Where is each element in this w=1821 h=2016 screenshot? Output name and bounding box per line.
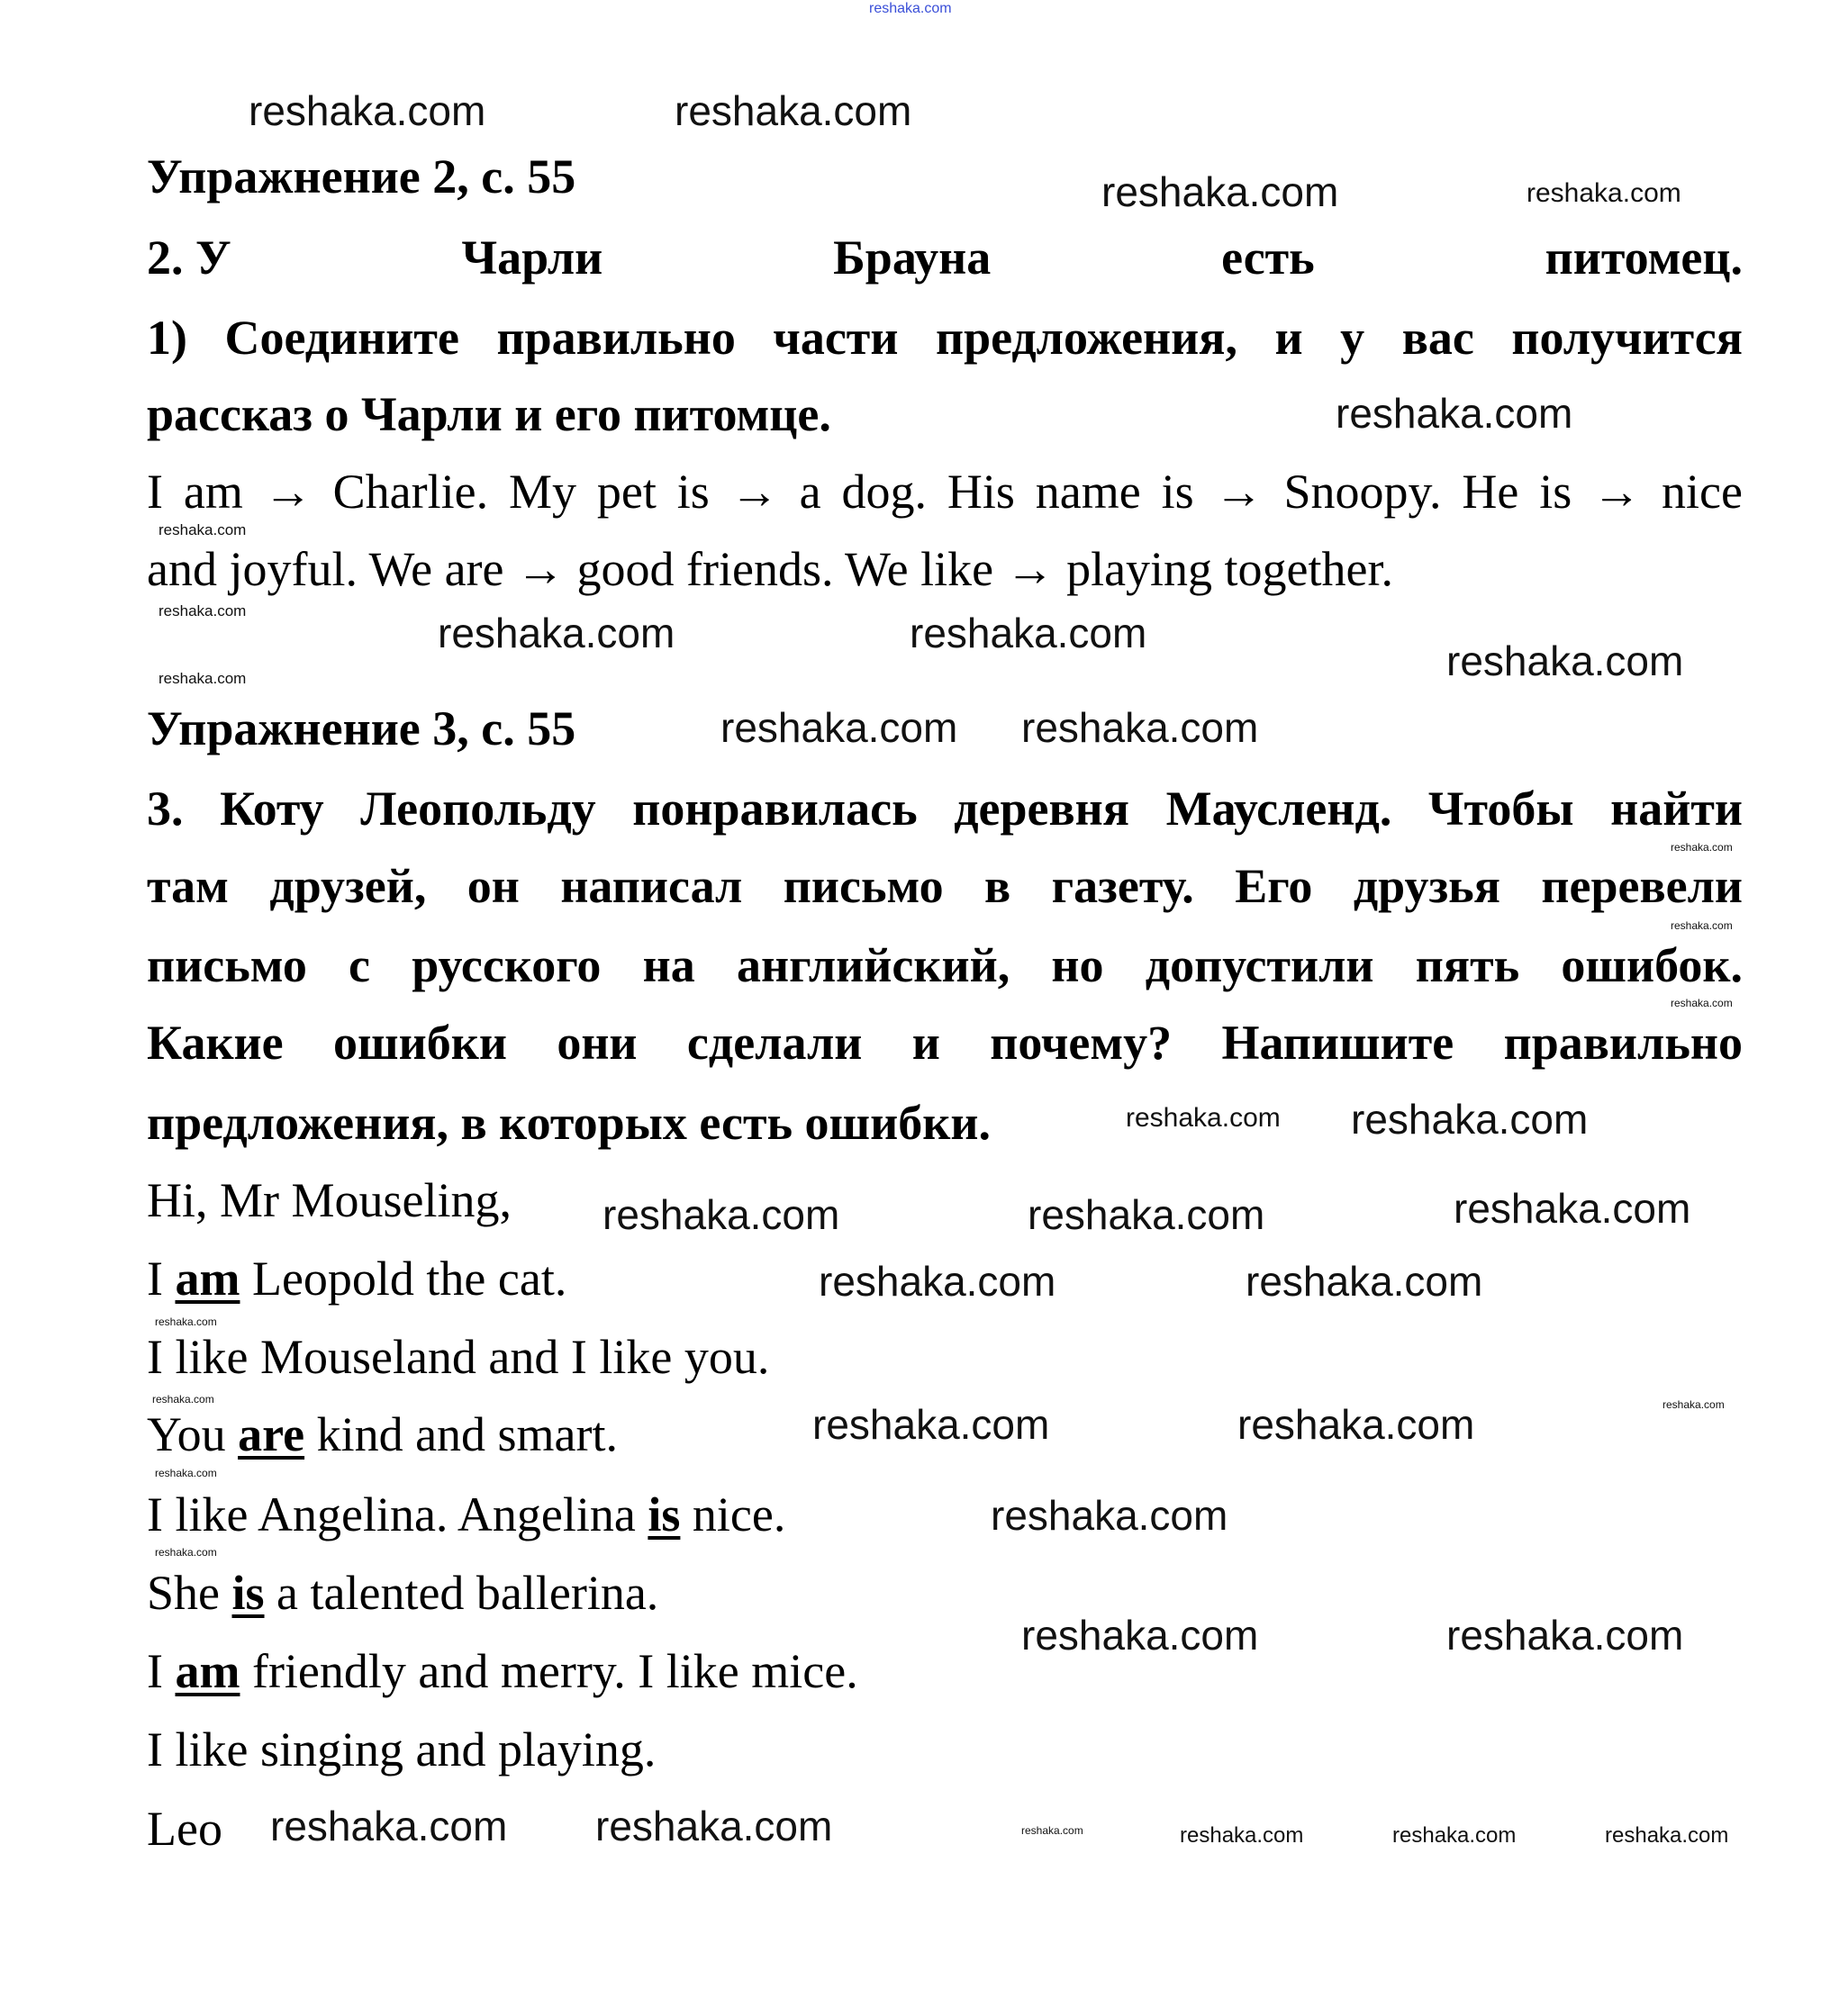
watermark: reshaka.com (1392, 1823, 1517, 1848)
task-word: питомец. (1545, 231, 1743, 285)
watermark: reshaka.com (152, 1393, 214, 1406)
watermark: reshaka.com (991, 1492, 1228, 1539)
watermark: reshaka.com (159, 521, 247, 538)
letter-greeting: Hi, Mr Mouseling, (147, 1173, 512, 1227)
watermark: reshaka.com (602, 1191, 840, 1238)
watermark: reshaka.com (1101, 168, 1339, 215)
watermark: reshaka.com (675, 87, 912, 134)
watermark: reshaka.com (438, 610, 675, 656)
corrected-word: am (175, 1252, 240, 1306)
letter-line: I like Mouseland and I like you. (147, 1330, 770, 1384)
letter-line (147, 1487, 1743, 1541)
watermark: reshaka.com (1671, 919, 1733, 932)
watermark: reshaka.com (1671, 997, 1733, 1009)
watermark: reshaka.com (159, 602, 247, 619)
exercise-3-task: там друзей, он написал письмо в газету. Его друзья перевели (147, 859, 1743, 913)
corrected-word: is (648, 1487, 681, 1541)
corrected-word: am (175, 1644, 240, 1698)
task-word: есть (1221, 231, 1315, 285)
text: I like Angelina. Angelina (147, 1487, 648, 1541)
watermark: reshaka.com (869, 1, 952, 16)
corrected-word: are (238, 1407, 305, 1461)
letter-line: I like singing and playing. (147, 1722, 657, 1776)
watermark: reshaka.com (1126, 1103, 1281, 1133)
exercise-2-instruction: рассказ о Чарли и его питомце. (147, 387, 831, 441)
watermark: reshaka.com (812, 1401, 1050, 1448)
exercise-2-answer: and joyful. We are → good friends. We like → playing together. (147, 542, 1393, 596)
watermark: reshaka.com (1180, 1823, 1304, 1848)
exercise-2-task (147, 231, 1743, 285)
watermark: reshaka.com (1605, 1823, 1729, 1848)
exercise-2-answer: I am → Charlie. My pet is → a dog. His name is → Snoopy. He is → nice (147, 465, 1743, 519)
exercise-3-task: предложения, в которых есть ошибки. (147, 1096, 991, 1150)
watermark: reshaka.com (249, 87, 486, 134)
watermark: reshaka.com (720, 704, 958, 751)
watermark: reshaka.com (1336, 390, 1573, 437)
exercise-2-instruction: 1) Соедините правильно части предложения, и у вас получится (147, 311, 1743, 365)
text: She (147, 1566, 232, 1620)
watermark: reshaka.com (1662, 1398, 1725, 1411)
watermark: reshaka.com (1021, 1824, 1083, 1837)
watermark: reshaka.com (1446, 637, 1684, 684)
task-word: Чарли (461, 231, 603, 285)
watermark: reshaka.com (819, 1258, 1056, 1305)
text: a talented ballerina. (264, 1566, 659, 1620)
text: I (147, 1252, 176, 1306)
watermark: reshaka.com (159, 670, 247, 687)
watermark: reshaka.com (1028, 1191, 1265, 1238)
text: Leopold the cat. (240, 1252, 567, 1306)
text: friendly and merry. I like mice. (240, 1644, 858, 1698)
watermark: reshaka.com (270, 1803, 508, 1849)
watermark: reshaka.com (155, 1315, 217, 1328)
watermark: reshaka.com (1454, 1185, 1691, 1232)
corrected-word: is (231, 1566, 265, 1620)
watermark: reshaka.com (910, 610, 1147, 656)
text: You (147, 1407, 239, 1461)
exercise-3-heading: Упражнение 3, с. 55 (147, 701, 576, 755)
text: nice. (680, 1487, 786, 1541)
exercise-2-heading: Упражнение 2, с. 55 (147, 149, 576, 203)
watermark: reshaka.com (1527, 178, 1681, 208)
text: I (147, 1644, 176, 1698)
watermark: reshaka.com (155, 1546, 217, 1559)
watermark: reshaka.com (155, 1467, 217, 1479)
watermark: reshaka.com (1021, 1612, 1259, 1659)
watermark: reshaka.com (595, 1803, 833, 1849)
task-word: Брауна (833, 231, 992, 285)
watermark: reshaka.com (1237, 1401, 1475, 1448)
task-word: 2. У (147, 231, 231, 285)
watermark: reshaka.com (1446, 1612, 1684, 1659)
text: kind and smart. (304, 1407, 619, 1461)
letter-signature: Leo (147, 1802, 222, 1856)
watermark: reshaka.com (1246, 1258, 1483, 1305)
exercise-3-task: письмо с русского на английский, но допустили пять ошибок. (147, 938, 1743, 992)
exercise-3-task: Какие ошибки они сделали и почему? Напишите правильно (147, 1016, 1743, 1070)
exercise-3-task: 3. Коту Леопольду понравилась деревня Маусленд. Чтобы найти (147, 782, 1743, 836)
watermark: reshaka.com (1021, 704, 1259, 751)
watermark: reshaka.com (1351, 1096, 1589, 1143)
watermark: reshaka.com (1671, 841, 1733, 854)
